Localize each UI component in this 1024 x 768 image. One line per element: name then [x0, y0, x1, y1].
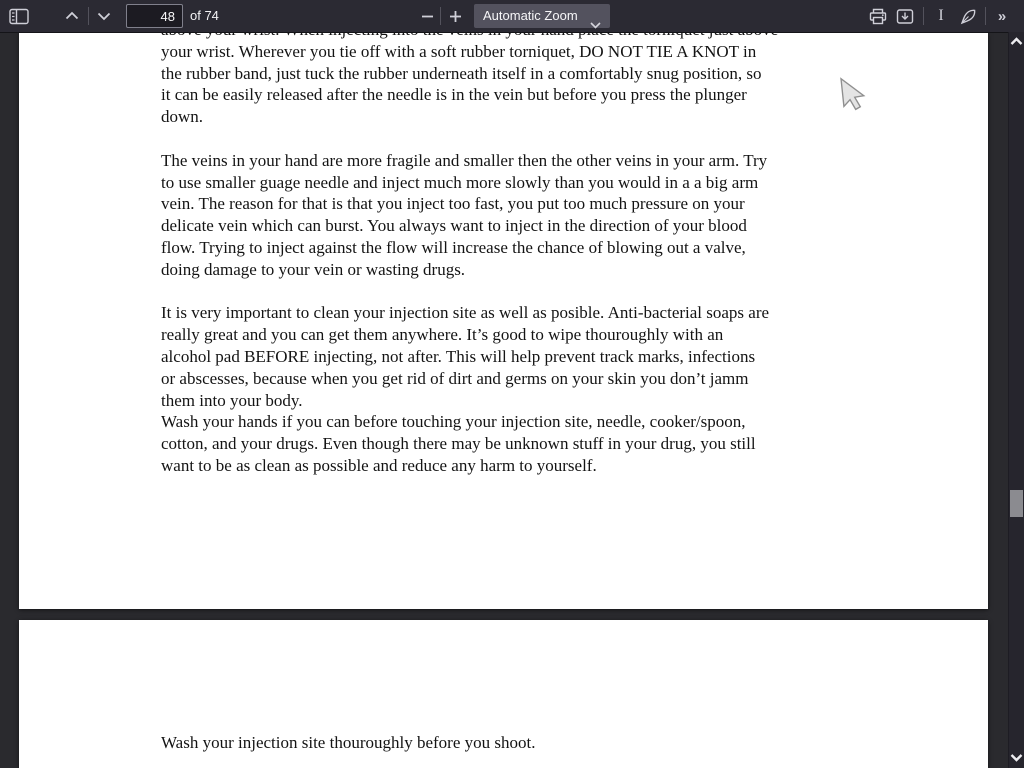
pdf-page-48 [19, 32, 988, 609]
doc-text-line: the rubber band, just tuck the rubber underneath itself in a comfortably snug position, so [161, 63, 762, 83]
chevron-down-icon [96, 10, 112, 22]
pen-icon [960, 8, 977, 25]
doc-text-line: down. [161, 107, 204, 127]
doc-text-line: doing damage to your vein or wasting drugs. [161, 259, 466, 279]
toggle-sidebar-button[interactable] [6, 4, 32, 28]
chevron-down-icon [590, 13, 601, 37]
scroll-down-button[interactable] [1009, 751, 1024, 765]
pdf-viewer-toolbar [0, 0, 1024, 32]
doc-text-line: really great and you can get them anywhere. It’s good to wipe thouroughly with an [161, 325, 724, 345]
plus-icon [449, 10, 462, 23]
toolbar-divider [440, 7, 441, 25]
vertical-scrollbar[interactable] [1008, 32, 1024, 768]
chevron-up-icon [1010, 33, 1023, 51]
doc-text-line: The veins in your hand are more fragile and smaller then the other veins in your arm. Try [161, 150, 768, 170]
print-button[interactable] [865, 4, 891, 28]
more-tools-button[interactable] [989, 4, 1015, 28]
zoom-level-value: Automatic Zoom [483, 8, 578, 23]
toolbar-divider [985, 7, 986, 25]
doc-text-line: flow. Trying to inject against the flow will increase the chance of blowing out a valve, [161, 237, 746, 257]
previous-page-button[interactable] [59, 4, 85, 28]
pdf-viewer-area [0, 32, 1024, 768]
pdf-page-49 [19, 620, 988, 768]
double-chevron-right-icon: » [997, 7, 1007, 25]
chevron-up-icon [64, 10, 80, 22]
scroll-up-button[interactable] [1009, 35, 1024, 49]
scrollbar-thumb[interactable] [1010, 490, 1023, 517]
page-count-label: of 74 [190, 8, 219, 23]
doc-text-line: them into your body. [161, 390, 303, 410]
zoom-level-select[interactable] [474, 4, 610, 28]
doc-text-line: want to be as clean as possible and reduce any harm to yourself. [161, 455, 597, 475]
save-button[interactable] [892, 4, 918, 28]
doc-text-line: to use smaller guage needle and inject much more slowly than you would in a a big arm [161, 172, 759, 192]
doc-text-line: cotton, and your drugs. Even though there may be unknown stuff in your drug, you still [161, 434, 756, 454]
printer-icon [869, 8, 887, 25]
doc-text-line: your wrist. Wherever you tie off with a soft rubber torniquet, DO NOT TIE A KNOT in [161, 41, 757, 61]
zoom-in-button[interactable] [442, 4, 468, 28]
sidebar-panel-icon [9, 8, 29, 25]
doc-text-line: it can be easily released after the needle is in the vein but before you press the plunger [161, 85, 747, 105]
toolbar-divider [88, 7, 89, 25]
text-annotation-button[interactable] [928, 4, 954, 28]
doc-text-line: or abscesses, because when you get rid of dirt and germs on your skin you don’t jamm [161, 368, 749, 388]
page-number-input[interactable] [126, 4, 183, 28]
draw-annotation-button[interactable] [955, 4, 981, 28]
toolbar-divider [923, 7, 924, 25]
next-page-button[interactable] [91, 4, 117, 28]
page1-text [161, 19, 778, 477]
doc-text-line: Wash your injection site thouroughly before you shoot. [161, 733, 536, 752]
doc-text-line [161, 128, 778, 150]
zoom-out-button[interactable] [414, 4, 440, 28]
chevron-down-icon [1010, 749, 1023, 767]
minus-icon [421, 10, 434, 23]
doc-text-line: It is very important to clean your injection site as well as posible. Anti-bacterial soaps are [161, 303, 770, 323]
doc-text-line: alcohol pad BEFORE injecting, not after. This will help prevent track marks, infections [161, 346, 756, 366]
doc-text-line: Wash your hands if you can before touching your injection site, needle, cooker/spoon, [161, 412, 746, 432]
doc-text-line: vein. The reason for that is that you inject too fast, you put too much pressure on your [161, 194, 745, 214]
doc-text-line [161, 281, 778, 303]
page2-text [161, 732, 535, 754]
doc-text-line: delicate vein which can burst. You always want to inject in the direction of your blood [161, 216, 747, 236]
text-tool-icon: I [938, 7, 944, 24]
download-box-icon [896, 8, 914, 25]
